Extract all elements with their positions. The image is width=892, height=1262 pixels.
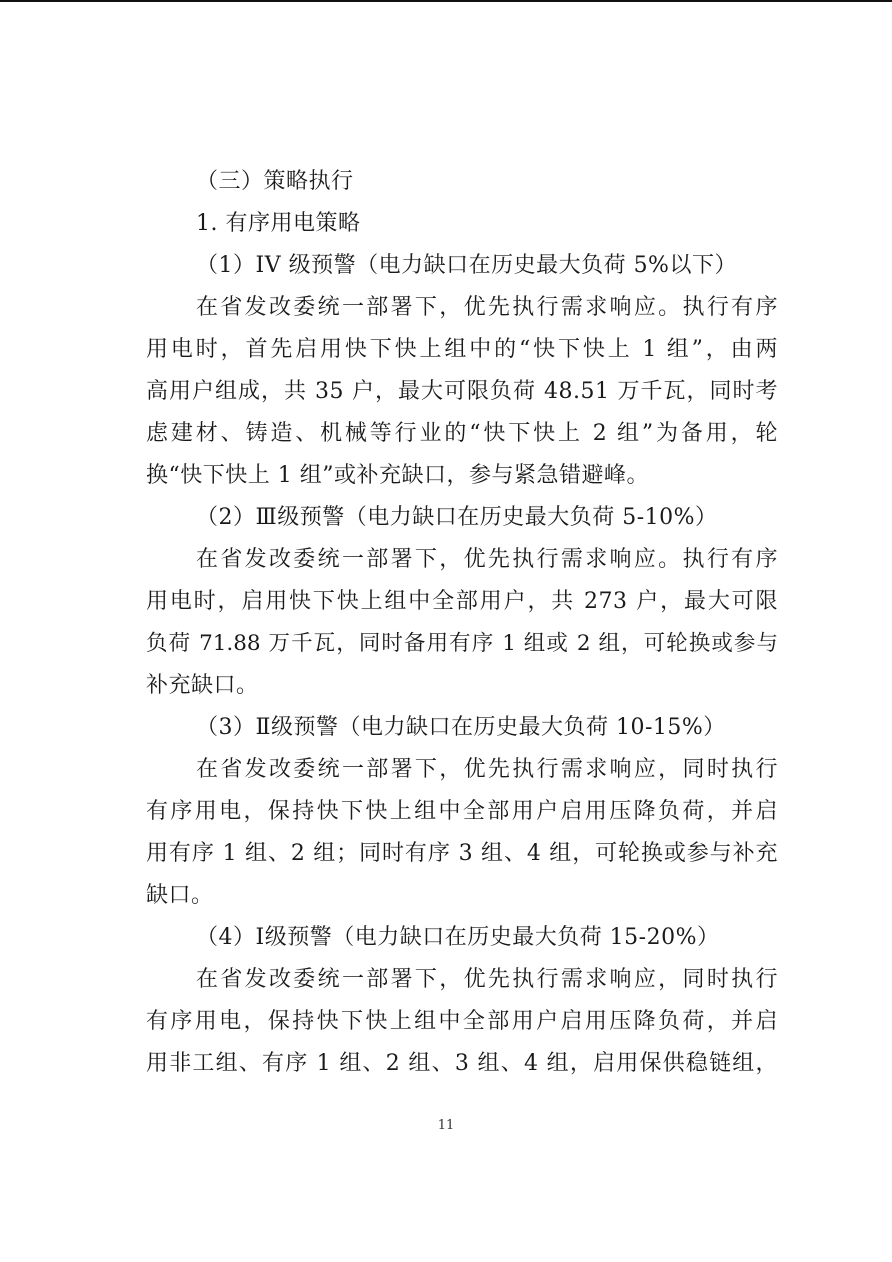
paragraph-line: 有序用电，保持快下快上组中全部用户启用压降负荷，并启 (146, 1009, 778, 1034)
level-heading: （1）IV 级预警（电力缺口在历史最大负荷 5%以下） (196, 253, 737, 278)
paragraph-line: 用非工组、有序 1 组、2 组、3 组、4 组，启用保供稳链组， (146, 1051, 778, 1076)
subheading: 1. 有序用电策略 (196, 211, 361, 236)
paragraph-line: 有序用电，保持快下快上组中全部用户启用压降负荷，并启 (146, 799, 778, 824)
level-heading: （2）Ⅲ级预警（电力缺口在历史最大负荷 5-10%） (196, 505, 718, 530)
page-top-border (0, 0, 892, 2)
paragraph-line: 用有序 1 组、2 组；同时有序 3 组、4 组，可轮换或参与补充 (146, 841, 778, 866)
level-heading: （4）Ⅰ级预警（电力缺口在历史最大负荷 15-20%） (196, 925, 720, 950)
paragraph-line: 高用户组成，共 35 户，最大可限负荷 48.51 万千瓦，同时考 (146, 379, 778, 404)
paragraph-line: 缺口。 (146, 883, 214, 908)
paragraph-line: 在省发改委统一部署下，优先执行需求响应，同时执行 (196, 757, 778, 782)
paragraph-line: 在省发改委统一部署下，优先执行需求响应。执行有序 (196, 295, 778, 320)
paragraph-line: 补充缺口。 (146, 673, 259, 698)
paragraph-line: 在省发改委统一部署下，优先执行需求响应，同时执行 (196, 967, 778, 992)
level-heading: （3）Ⅱ级预警（电力缺口在历史最大负荷 10-15%） (196, 715, 726, 740)
paragraph-line: 换“快下快上 1 组”或补充缺口，参与紧急错避峰。 (146, 463, 649, 488)
section-heading: （三）策略执行 (196, 169, 354, 194)
page-number: 11 (437, 1118, 455, 1133)
paragraph-line: 用电时，启用快下快上组中全部用户，共 273 户，最大可限 (146, 589, 778, 614)
paragraph-line: 负荷 71.88 万千瓦，同时备用有序 1 组或 2 组，可轮换或参与 (146, 631, 778, 656)
paragraph-line: 用电时，首先启用快下快上组中的“快下快上 1 组”，由两 (146, 337, 778, 362)
paragraph-line: 虑建材、铸造、机械等行业的“快下快上 2 组”为备用，轮 (146, 421, 778, 446)
paragraph-line: 在省发改委统一部署下，优先执行需求响应。执行有序 (196, 547, 778, 572)
